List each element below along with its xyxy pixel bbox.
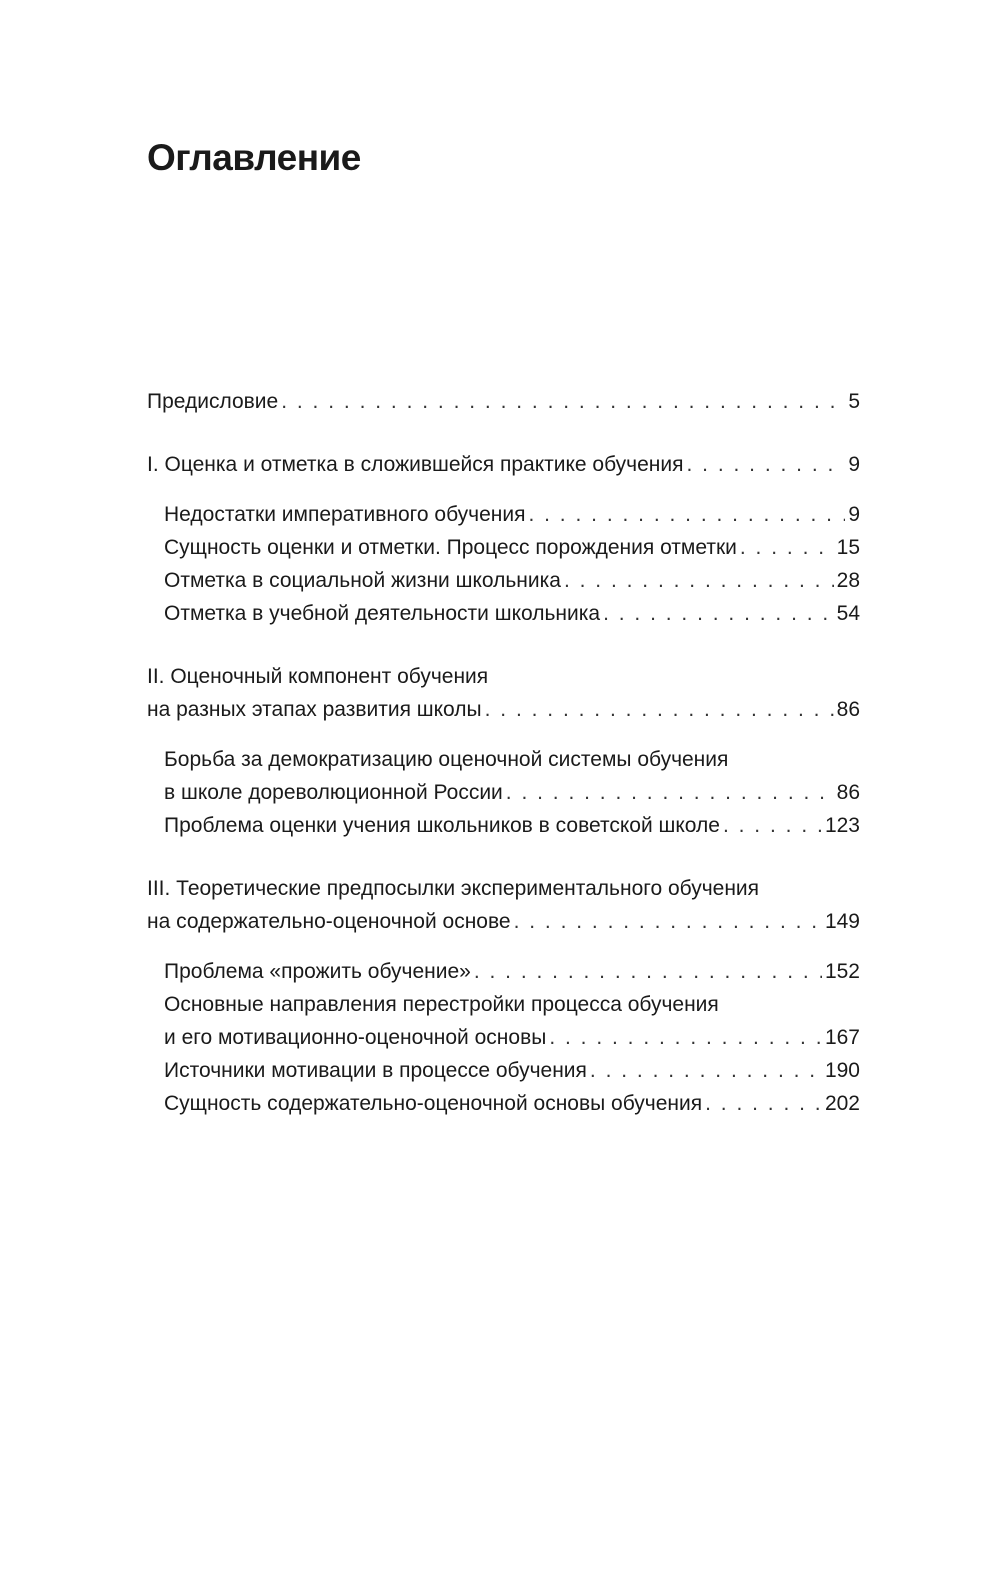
toc-page-number: 54 <box>836 602 860 625</box>
toc-page-number: 86 <box>836 781 860 804</box>
dot-leader <box>549 1021 822 1054</box>
toc-entry-label: Отметка в социальной жизни школьника <box>164 569 561 592</box>
table-of-contents <box>147 385 860 1120</box>
toc-entry-section[interactable] <box>147 498 860 531</box>
toc-entry-label: Проблема оценки учения школьников в советской школе <box>164 814 720 837</box>
toc-entry-chapter-2-line[interactable]: II. Оценочный компонент обучения <box>147 665 489 688</box>
toc-entry-section-line[interactable]: Основные направления перестройки процесса обучения <box>164 993 719 1016</box>
toc-entry-section[interactable] <box>147 1021 860 1054</box>
toc-entry-section[interactable] <box>147 809 860 842</box>
toc-entry-chapter-3[interactable] <box>147 905 860 938</box>
toc-page-number: 167 <box>824 1026 860 1049</box>
toc-entry-label: Проблема «прожить обучение» <box>164 960 471 983</box>
toc-entry-label: на содержательно-оценочной основе <box>147 910 511 933</box>
toc-entry-section[interactable] <box>147 564 860 597</box>
dot-leader <box>723 809 822 842</box>
toc-entry-label: в школе дореволюционной России <box>164 781 503 804</box>
page-title: Оглавление <box>147 137 361 178</box>
toc-entry-label: и его мотивационно-оценочной основы <box>164 1026 547 1049</box>
toc-page-number: 202 <box>824 1092 860 1115</box>
toc-page-number: 152 <box>824 960 860 983</box>
toc-entry-label: на разных этапах развития школы <box>147 698 482 721</box>
toc-entry-section[interactable] <box>147 1087 860 1120</box>
toc-page-number: 149 <box>824 910 860 933</box>
dot-leader <box>564 564 834 597</box>
dot-leader <box>590 1054 822 1087</box>
toc-entry-section[interactable] <box>147 1054 860 1087</box>
toc-entry-chapter-3-line[interactable]: III. Теоретические предпосылки экспериментального обучения <box>147 877 760 900</box>
toc-entry-label: Предисловие <box>147 390 279 413</box>
dot-leader <box>687 448 846 481</box>
toc-page-number: 9 <box>848 503 860 526</box>
toc-entry-section[interactable] <box>147 776 860 809</box>
toc-entry-section[interactable] <box>147 531 860 564</box>
toc-entry-label: Источники мотивации в процессе обучения <box>164 1059 587 1082</box>
toc-entry-chapter-1[interactable] <box>147 448 860 481</box>
toc-entry-section-line[interactable]: Борьба за демократизацию оценочной системы обучения <box>164 748 729 771</box>
toc-entry-label: Сущность содержательно-оценочной основы обучения <box>164 1092 703 1115</box>
dot-leader <box>474 955 822 988</box>
toc-page-number: 190 <box>824 1059 860 1082</box>
dot-leader <box>740 531 834 564</box>
dot-leader <box>603 597 834 630</box>
dot-leader <box>528 498 845 531</box>
toc-page-number: 86 <box>836 698 860 721</box>
dot-leader <box>514 905 822 938</box>
toc-entry-label: Недостатки императивного обучения <box>164 503 526 526</box>
toc-entry-preface[interactable] <box>147 385 860 418</box>
toc-entry-label: Отметка в учебной деятельности школьника <box>164 602 601 625</box>
toc-entry-section[interactable] <box>147 955 860 988</box>
toc-entry-label: Сущность оценки и отметки. Процесс порождения отметки <box>164 536 737 559</box>
toc-page-number: 123 <box>824 814 860 837</box>
toc-page-number: 28 <box>836 569 860 592</box>
toc-page-number: 9 <box>848 453 860 476</box>
toc-entry-section[interactable] <box>147 597 860 630</box>
toc-page-number: 15 <box>836 536 860 559</box>
dot-leader <box>485 693 834 726</box>
toc-entry-chapter-2[interactable] <box>147 693 860 726</box>
toc-entry-label: I. Оценка и отметка в сложившейся практике обучения <box>147 453 684 476</box>
dot-leader <box>506 776 834 809</box>
dot-leader <box>705 1087 822 1120</box>
dot-leader <box>281 385 845 418</box>
toc-page-number: 5 <box>848 390 860 413</box>
